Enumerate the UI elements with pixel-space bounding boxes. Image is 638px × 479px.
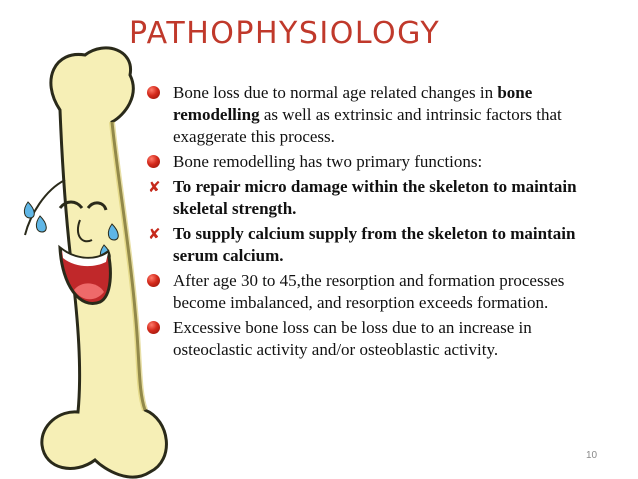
item-text-pre: After age 30 to 45,the resorption and formation processes become imbalanced, and resorption exceeds formation. (173, 271, 565, 312)
item-text-bold: To supply calcium supply from the skeleton to maintain serum calcium. (173, 224, 576, 265)
item-text (173, 152, 482, 171)
item-text-pre: Bone loss due to normal age related changes in (173, 83, 498, 102)
item-text (173, 83, 562, 146)
item-text (173, 271, 564, 312)
item-text-pre: Excessive bone loss can be loss due to an increase in osteoclastic activity and/or osteoblastic activity. (173, 318, 532, 359)
red-ball-bullet-icon (147, 86, 160, 99)
list-item (147, 82, 597, 148)
item-text (173, 177, 577, 218)
item-text-bold: bone remodelling (173, 83, 533, 124)
page-number: 10 (586, 450, 598, 461)
item-text-bold: To repair micro damage within the skeleton to maintain skeletal strength. (173, 177, 577, 218)
cross-bullet-icon: ✘ (148, 225, 161, 243)
list-item (147, 270, 597, 314)
slide-title: PATHOPHYSIOLOGY (129, 16, 441, 51)
item-text (173, 224, 575, 265)
bullet-list (147, 82, 597, 364)
cross-bullet-icon: ✘ (148, 178, 161, 196)
sub-item (147, 223, 597, 267)
list-item (147, 317, 597, 361)
red-ball-bullet-icon (147, 321, 160, 334)
red-ball-bullet-icon (147, 155, 160, 168)
item-text-post: as well as extrinsic and intrinsic factors that exaggerate this process. (173, 105, 562, 146)
red-ball-bullet-icon (147, 274, 160, 287)
item-text (173, 318, 532, 359)
list-item (147, 151, 597, 173)
item-text-pre: Bone remodelling has two primary functions: (173, 152, 483, 171)
sub-item (147, 176, 597, 220)
